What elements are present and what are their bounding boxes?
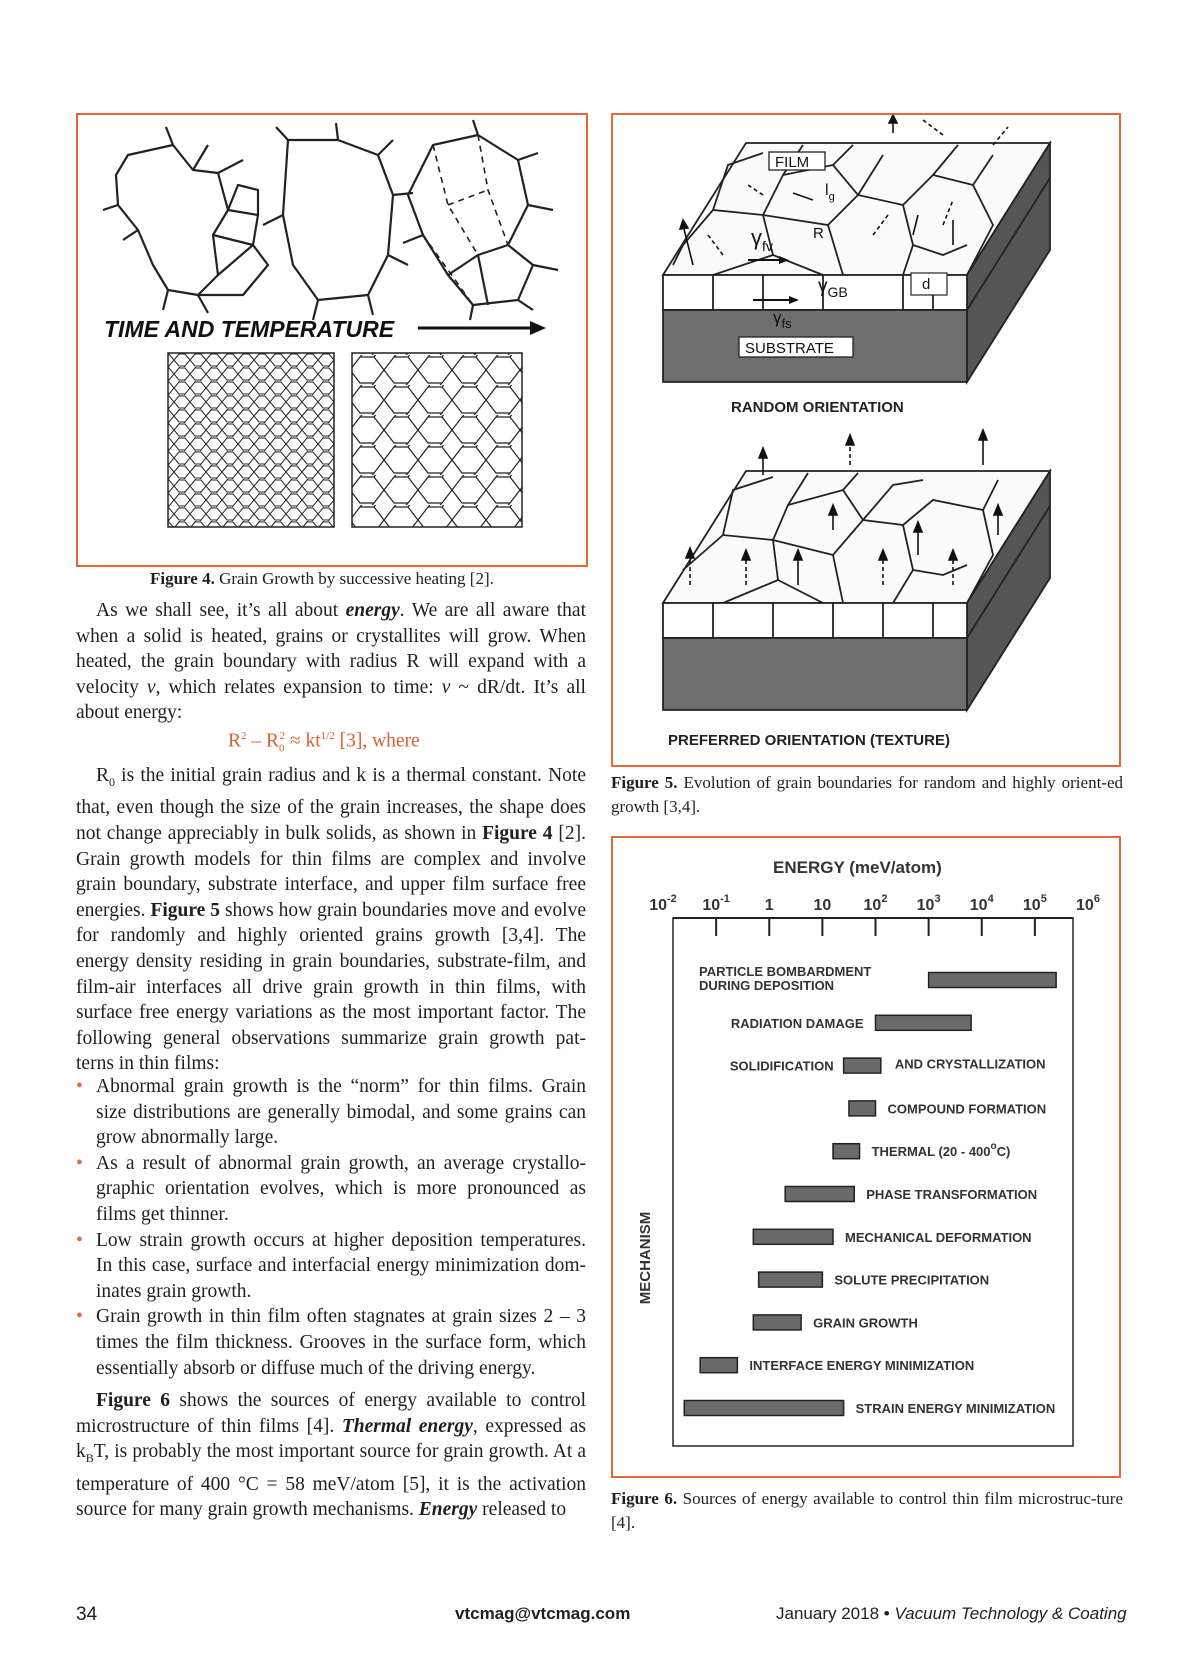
tick-label: $10^3$ xyxy=(916,893,941,914)
micrograph-fine xyxy=(168,353,334,527)
gamma-gb-label: $\gamma_{GB}$ xyxy=(818,276,848,300)
micrograph-coarse xyxy=(352,353,522,527)
figure-5-caption xyxy=(611,771,1123,819)
tick-label: $10^{-2}$ xyxy=(649,893,677,914)
tick-label: 10 xyxy=(813,897,832,914)
chart-ylabel: MECHANISM xyxy=(637,1211,654,1305)
bar-label: PARTICLE BOMBARDMENT xyxy=(699,964,872,979)
list-item: • As a result of abnormal grain growth, an average crystallo-graphic orientation evolves, which is more pronounced as films get thinner. xyxy=(76,1152,586,1225)
tick-label: $10^5$ xyxy=(1022,893,1047,914)
observations-list xyxy=(76,1074,586,1381)
bar xyxy=(833,1144,860,1159)
bar xyxy=(759,1272,823,1287)
gamma-fv-label: $\gamma_{fv}$ xyxy=(751,225,773,254)
figure-6-caption xyxy=(611,1487,1123,1535)
bar-label: THERMAL (20 - 400$^o$C) xyxy=(871,1141,1011,1160)
bar-label: RADIATION DAMAGE xyxy=(730,1015,864,1031)
bar-label: DURING DEPOSITION xyxy=(699,978,835,993)
bar-label: COMPOUND FORMATION xyxy=(887,1101,1047,1117)
random-orientation-block xyxy=(663,143,1050,382)
paragraph-2: $R_0$ is the initial grain radius and k is a thermal constant. Note that, even though the size of the grain increases, the shape does not change appreciably in bulk solids, as shown in Figure 4 [2]. Grain growth models for thin films are complex and involve grain boundary, substrate interface, and upper film surface free energies. Figure 5 shows how grain boundaries move and evolve for randomly and highly oriented grains growth [3,4]. The energy density residing in grain boundaries, substrate-film, and film-air interfaces all drive grain growth in thin films, with surface free energy variations as the most important factor. The following general observations summarize grain growth pat-terns in thin films: xyxy=(76,765,586,1075)
figure-5-caption-label: Figure 5. xyxy=(611,773,678,792)
bar xyxy=(844,1058,881,1073)
page-number: 34 xyxy=(76,1604,98,1625)
bar xyxy=(849,1101,876,1116)
bar-labels xyxy=(699,964,1055,1416)
energy-emphasis: energy xyxy=(345,600,400,621)
thermal-energy-emphasis: Thermal energy xyxy=(341,1415,473,1437)
figure-6-caption-label: Figure 6. xyxy=(611,1489,678,1508)
tick-label: $10^2$ xyxy=(863,893,888,914)
bar-label: STRAIN ENERGY MINIMIZATION xyxy=(855,1401,1056,1416)
figure-4-caption-label: Figure 4. xyxy=(150,569,215,588)
lg-label: $l_g$ xyxy=(825,182,835,203)
grain-stage-3-dashed xyxy=(423,135,508,305)
film-label: FILM xyxy=(775,154,810,171)
bar-label: PHASE TRANSFORMATION xyxy=(866,1187,1038,1202)
bar xyxy=(684,1401,843,1416)
tick-label: 1 xyxy=(764,897,774,914)
tick-labels xyxy=(649,893,1100,914)
figure-4-caption xyxy=(150,567,570,591)
bar xyxy=(753,1229,833,1244)
figure-6-caption-text: Sources of energy available to control thin film microstruc-ture [4]. xyxy=(611,1489,1123,1532)
bar-label: MECHANICAL DEFORMATION xyxy=(845,1229,1032,1245)
grain-stage-2 xyxy=(263,123,413,320)
bar xyxy=(753,1315,801,1330)
gamma-fs-label: $\gamma_{fs}$ xyxy=(773,308,792,331)
bar xyxy=(700,1358,737,1373)
bar-label: INTERFACE ENERGY MINIMIZATION xyxy=(749,1358,975,1374)
time-arrow xyxy=(418,321,546,335)
equation: $R^2 - R_0^2 \approx kt^{1/2}$ [3], where xyxy=(228,730,420,755)
tick-label: $10^4$ xyxy=(969,893,994,914)
tick-label: $10^6$ xyxy=(1076,893,1100,914)
bar xyxy=(876,1015,972,1030)
list-item: • Low strain growth occurs at higher deposition temperatures. In this case, surface and interfacial energy minimization dom-inates grain growth. xyxy=(76,1229,586,1302)
figure-5-caption-text: Evolution of grain boundaries for random and highly orient-ed growth [3,4]. xyxy=(611,773,1123,816)
d-label: d xyxy=(922,276,931,293)
random-orientation-title: RANDOM ORIENTATION xyxy=(731,399,904,416)
bar xyxy=(785,1187,854,1202)
bar-label: SOLIDIFICATION xyxy=(729,1058,834,1074)
figure-5-reference[interactable]: Figure 5 xyxy=(150,899,221,921)
figure-5 xyxy=(611,113,1121,767)
footer-publication: January 2018 • Vacuum Technology & Coating xyxy=(776,1604,1127,1623)
energy-emphasis-2: Energy xyxy=(418,1499,478,1521)
substrate-label: SUBSTRATE xyxy=(745,340,834,357)
figure-4 xyxy=(76,113,588,567)
figure-5-illustration xyxy=(613,115,1118,764)
grain-stage-1 xyxy=(103,127,268,313)
bar xyxy=(929,973,1057,988)
list-item: • Grain growth in thin film often stagnates at grain sizes 2 – 3 times the film thickness. Grooves in the surface form, which essentially absorb or diffuse much of the driving energy. xyxy=(76,1306,586,1379)
figure-6-reference[interactable]: Figure 6 xyxy=(96,1390,171,1411)
footer-email[interactable]: vtcmag@vtcmag.com xyxy=(455,1604,631,1623)
paragraph-1: As we shall see, it’s all about energy. We are all aware that when a solid is heated, grains or crystallites will grow. When heated, the grain boundary with radius R will expand with a velocity v, which relates expansion to time: v ~ dR/dt. It’s all about energy: xyxy=(76,600,586,724)
preferred-orientation-block xyxy=(663,471,1050,710)
list-item: • Abnormal grain growth is the “norm” for thin films. Grain size distributions are generally bimodal, and some grains can grow abnormally large. xyxy=(76,1076,586,1149)
r-label: R xyxy=(813,225,824,242)
energy-chart xyxy=(613,838,1118,1475)
preferred-orientation-title: PREFERRED ORIENTATION (TEXTURE) xyxy=(668,732,950,749)
paragraph-3: Figure 6 shows the sources of energy available to control microstructure of thin films [4]. Thermal energy, expressed as $k_BT$, is probably the most important source for grain growth. At a temperature of 400 °C = 58 meV/atom [5], it is the activation source for many grain growth mechanisms. Energy released to xyxy=(76,1390,587,1521)
bar-label: GRAIN GROWTH xyxy=(813,1315,918,1331)
figure-4-reference[interactable]: Figure 4 xyxy=(482,823,553,845)
tick-label: $10^{-1}$ xyxy=(702,893,730,914)
tick-marks xyxy=(716,918,1035,936)
bar-label: AND CRYSTALLIZATION xyxy=(894,1056,1046,1072)
chart-title: ENERGY (meV/atom) xyxy=(773,858,942,877)
figure-4-banner: TIME AND TEMPERATURE xyxy=(104,316,395,342)
figure-4-caption-text: Grain Growth by successive heating [2]. xyxy=(214,569,494,588)
bar-label: SOLUTE PRECIPITATION xyxy=(834,1272,990,1288)
figure-4-illustration xyxy=(78,115,585,564)
figure-6 xyxy=(611,836,1121,1478)
